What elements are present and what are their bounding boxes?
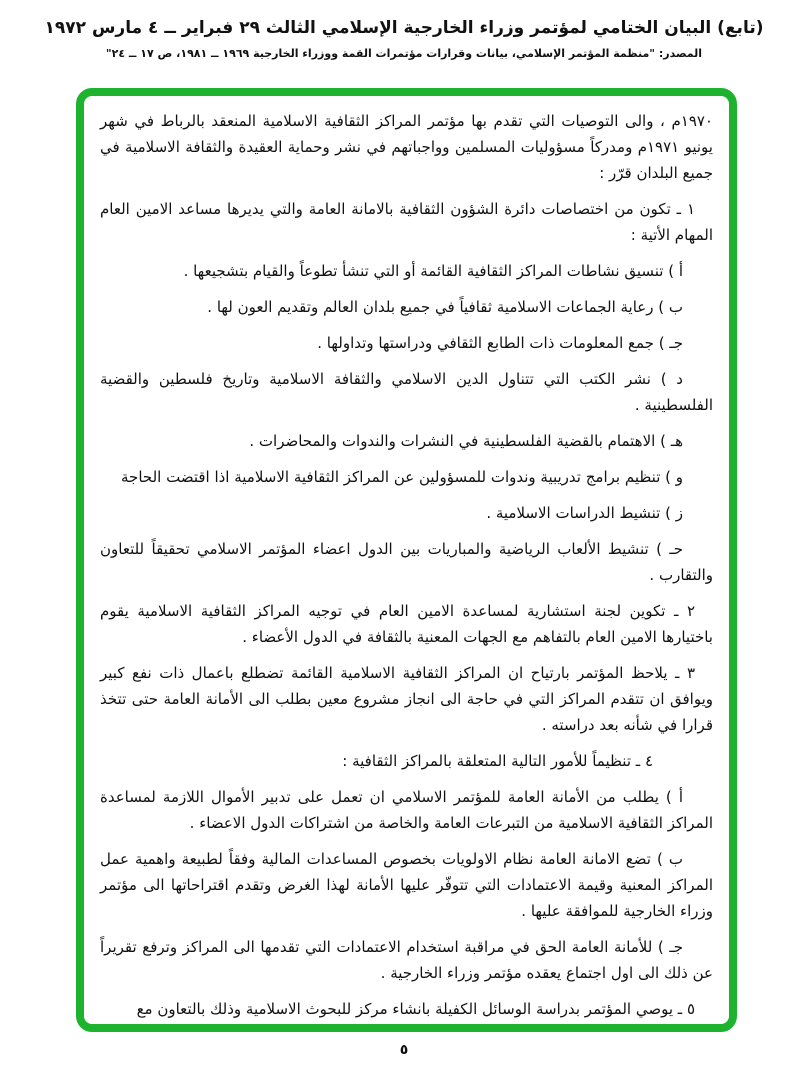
sub-item-4-a: أ ) يطلب من الأمانة العامة للمؤتمر الاسلامي ان تعمل على تدبير الأموال اللازمة لمساعدة المراكز الثقافية الاسلامية من التبرعات العامة والخاصة من اشتراكات الدول الاعضاء . xyxy=(100,788,713,832)
sub-item-4-b: ب ) تضع الامانة العامة نظام الاولويات بخصوص المساعدات المالية وفقاً لطبيعة واهمية عمل المراكز المعنية وقيمة الاعتمادات التي تتوفّر عليها الأمانة لهذا الغرض وتقدم اقتراحاتها الى مؤتمر وزراء الخارجية للموافقة عليها . xyxy=(100,850,713,920)
list-item-3: ٣ ـ يلاحظ المؤتمر بارتياح ان المراكز الثقافية الاسلامية القائمة تضطلع باعمال ذات نفع كبير ويوافق ان تتقدم المراكز التي في حاجة الى انجاز مشروع معين بطلب الى الأمانة العامة حتى تتخذ قرارا في شأنه بعد دراسته . xyxy=(100,664,713,734)
sub-item-1-a: أ ) تنسيق نشاطات المراكز الثقافية القائمة أو التي تنشأ تطوعاً والقيام بتشجيعها . xyxy=(183,262,683,280)
sub-item-1-e: هـ ) الاهتمام بالقضية الفلسطينية في النشرات والندوات والمحاضرات . xyxy=(249,432,683,450)
sub-item-1-d: د ) نشر الكتب التي تتناول الدين الاسلامي والثقافة الاسلامية وتاريخ فلسطين والقضية الفلسطينية . xyxy=(100,370,713,414)
sub-item-1-b: ب ) رعاية الجماعات الاسلامية ثقافياً في جميع بلدان العالم وتقديم العون لها . xyxy=(207,298,683,316)
sub-item-1-f: و ) تنظيم برامج تدريبية وندوات للمسؤولين عن المراكز الثقافية الاسلامية اذا اقتضت الحاجة xyxy=(121,468,683,486)
highlight-frame xyxy=(76,88,737,1032)
paragraph-intro: ١٩٧٠م ، والى التوصيات التي تقدم بها مؤتمر المراكز الثقافية الاسلامية المنعقد بالرباط في شهر يونيو ١٩٧١م ومدركاً مسؤوليات المسلمين وواجباتهم في نشر وحماية العقيدة والثقافة الاسلامية في جميع البلدان قرّر : xyxy=(100,112,713,182)
page-header xyxy=(0,16,808,60)
document-title: (تابع) البيان الختامي لمؤتمر وزراء الخارجية الإسلامي الثالث ٢٩ فبراير ــ ٤ مارس ١٩٧٢ xyxy=(44,18,764,38)
list-item-1: ١ ـ تكون من اختصاصات دائرة الشؤون الثقافية بالامانة العامة والتي يديرها مساعد الامين العام المهام الأتية : xyxy=(100,200,713,244)
source-citation: المصدر: "منظمة المؤتمر الإسلامي، بيانات وقرارات مؤتمرات القمة ووزراء الخارجية ١٩٦٩ ــ ١٩٨١، ص ١٧ ــ ٢٤" xyxy=(105,46,703,60)
sub-item-1-h: حـ ) تنشيط الألعاب الرياضية والمباريات بين الدول اعضاء المؤتمر الاسلامي تحقيقاً للتعاون والتقارب . xyxy=(100,540,713,584)
sub-item-1-c: جـ ) جمع المعلومات ذات الطابع الثقافي ودراستها وتداولها . xyxy=(317,334,683,352)
sub-item-1-g: ز ) تنشيط الدراسات الاسلامية . xyxy=(486,504,683,522)
list-item-5: ٥ ـ يوصي المؤتمر بدراسة الوسائل الكفيلة بانشاء مركز للبحوث الاسلامية وذلك بالتعاون مع xyxy=(136,1000,695,1018)
list-item-2: ٢ ـ تكوين لجنة استشارية لمساعدة الامين العام في توجيه المراكز الثقافية الاسلامية يقوم باختيارها الامين العام بالتفاهم مع الجهات المعنية بالثقافة في الدول الأعضاء . xyxy=(100,602,713,646)
page-number: ٥ xyxy=(399,1042,409,1058)
sub-item-4-c: جـ ) للأمانة العامة الحق في مراقبة استخدام الاعتمادات التي تقدمها الى المراكز وترفع تقريراً عن ذلك الى اول اجتماع يعقده مؤتمر وزراء الخارجية . xyxy=(100,938,713,982)
list-item-4: ٤ ـ تنظيماً للأمور التالية المتعلقة بالمراكز الثقافية : xyxy=(342,752,653,770)
